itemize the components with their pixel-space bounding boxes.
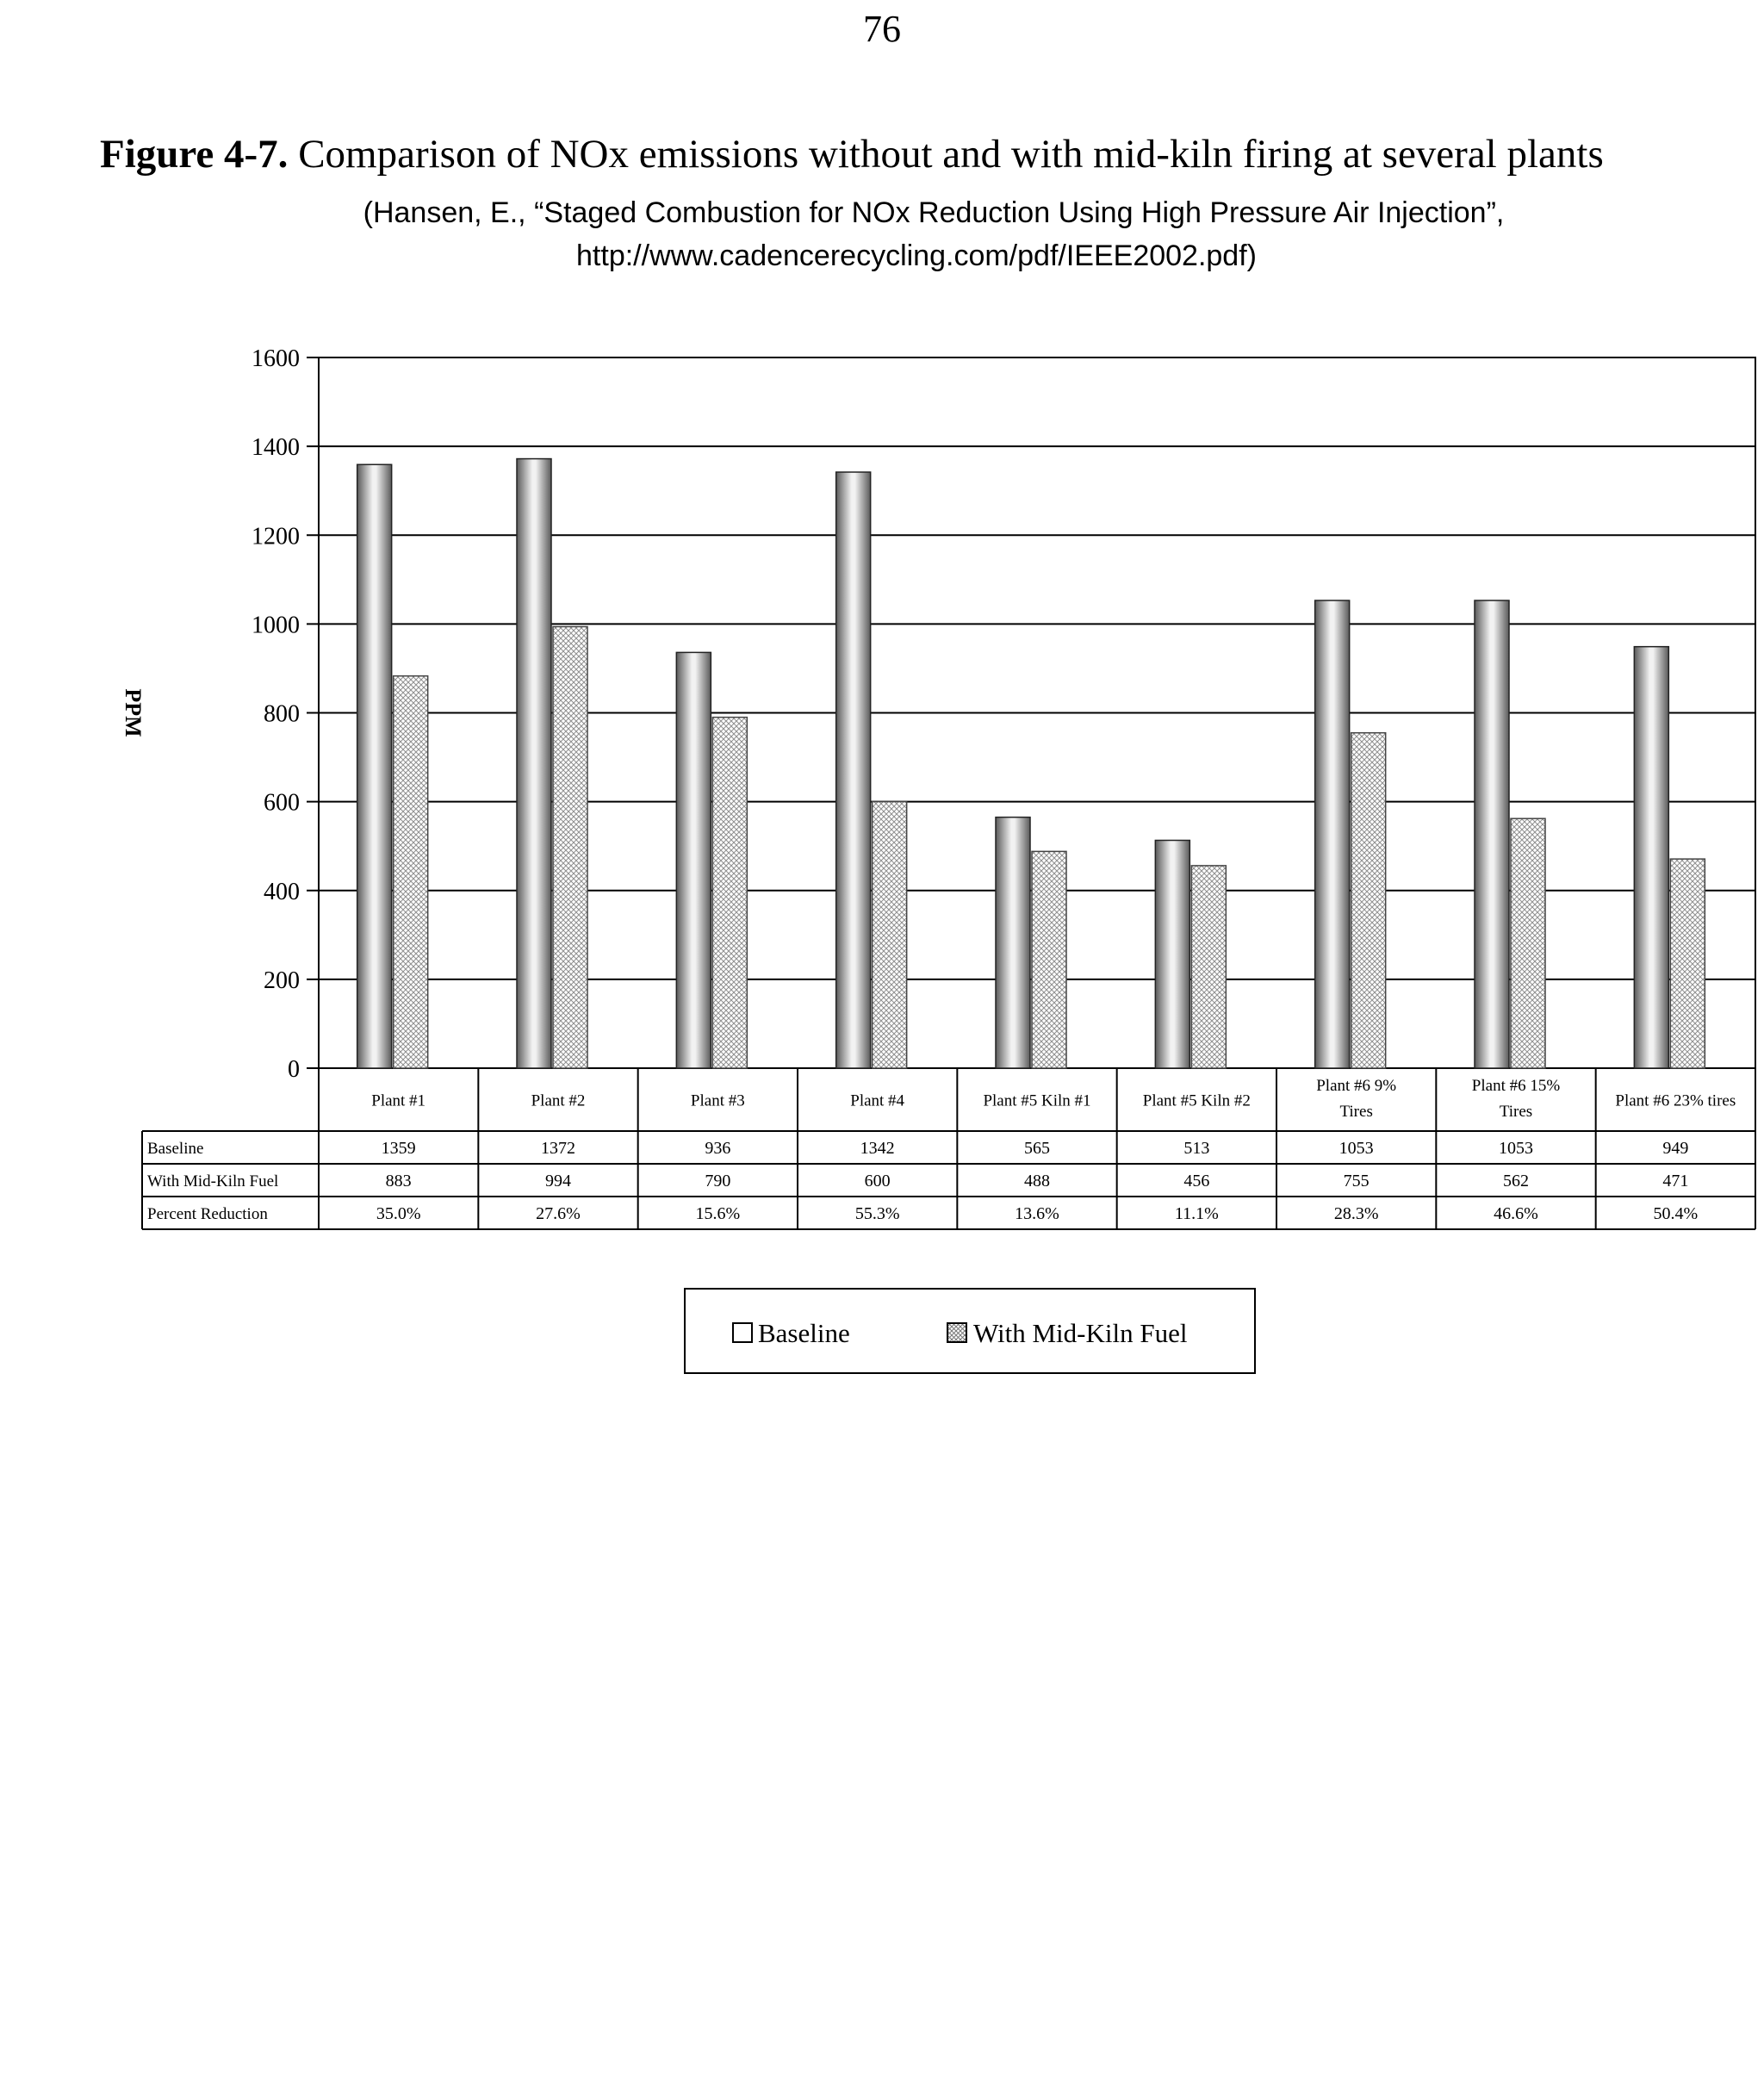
category-label: Plant #6 23% tires: [1615, 1091, 1736, 1110]
table-cell: 936: [705, 1139, 731, 1158]
y-tick-label: 1400: [252, 434, 300, 462]
category-label: Plant #3: [690, 1091, 745, 1110]
bar-baseline: [1315, 600, 1350, 1068]
category-label: Plant #6 9%: [1316, 1077, 1397, 1095]
table-cell: 456: [1183, 1172, 1210, 1190]
table-cell: 488: [1024, 1172, 1050, 1190]
table-cell: 883: [385, 1172, 412, 1190]
bar-mid-kiln: [1670, 859, 1705, 1068]
bar-baseline: [996, 817, 1030, 1068]
table-cell: 13.6%: [1015, 1204, 1059, 1223]
figure-source-line-1: (Hansen, E., “Staged Combustion for NOx Reduction Using High Pressure Air Injection”,: [363, 196, 1505, 229]
y-axis: [121, 345, 319, 1083]
table-cell: 471: [1662, 1172, 1689, 1190]
table-row-header: With Mid-Kiln Fuel: [147, 1172, 279, 1190]
bar-baseline: [836, 472, 871, 1068]
table-cell: 15.6%: [695, 1204, 741, 1223]
figure-source-line-2: http://www.cadencerecycling.com/pdf/IEEE2002.pdf): [576, 239, 1257, 272]
bar-baseline: [1634, 647, 1668, 1068]
table-cell: 50.4%: [1653, 1204, 1699, 1223]
table-cell: 28.3%: [1333, 1204, 1379, 1223]
bars: [357, 459, 1705, 1068]
y-tick-label: 0: [288, 1056, 300, 1083]
category-label: Tires: [1339, 1103, 1373, 1121]
bar-baseline: [676, 652, 711, 1068]
category-label: Plant #4: [850, 1091, 905, 1110]
table-cell: 1372: [541, 1139, 575, 1158]
bar-baseline: [1155, 840, 1189, 1068]
y-tick-label: 1200: [252, 523, 300, 550]
table-cell: 949: [1662, 1139, 1689, 1158]
bar-baseline: [517, 459, 551, 1068]
bar-mid-kiln: [873, 802, 907, 1068]
page-number: 76: [863, 8, 901, 50]
table-cell: 994: [545, 1172, 571, 1190]
table-cell: 562: [1503, 1172, 1529, 1190]
bar-mid-kiln: [712, 718, 747, 1068]
category-label: Plant #5 Kiln #2: [1142, 1091, 1251, 1110]
data-table: [142, 1068, 1755, 1229]
bar-baseline: [357, 464, 392, 1068]
y-tick-label: 400: [264, 878, 300, 905]
table-cell: 55.3%: [854, 1204, 900, 1223]
table-cell: 790: [705, 1172, 731, 1190]
legend-label-mid-kiln: With Mid-Kiln Fuel: [973, 1318, 1188, 1348]
legend-label-baseline: Baseline: [758, 1318, 850, 1348]
category-label: Tires: [1499, 1103, 1533, 1121]
legend-swatch-baseline: [733, 1323, 752, 1342]
bar-baseline: [1475, 600, 1509, 1068]
category-label: Plant #2: [531, 1091, 586, 1110]
table-cell: 565: [1024, 1139, 1050, 1158]
y-tick-label: 1000: [252, 612, 300, 639]
y-tick-label: 1600: [252, 345, 300, 372]
legend-swatch-mid-kiln: [947, 1323, 966, 1342]
category-label: Plant #6 15%: [1471, 1077, 1561, 1095]
bar-mid-kiln: [1511, 818, 1545, 1068]
y-axis-label: PPM: [121, 688, 146, 737]
table-cell: 755: [1343, 1172, 1370, 1190]
table-cell: 35.0%: [376, 1204, 421, 1223]
figure-label: Figure 4-7.: [100, 132, 289, 177]
legend: [685, 1289, 1255, 1373]
table-cell: 11.1%: [1174, 1204, 1219, 1223]
bar-mid-kiln: [1032, 851, 1066, 1068]
bar-mid-kiln: [394, 676, 428, 1068]
bar-mid-kiln: [1191, 866, 1226, 1068]
category-label: Plant #5 Kiln #1: [983, 1091, 1091, 1110]
table-row-header: Baseline: [147, 1140, 204, 1158]
table-cell: 1342: [860, 1139, 895, 1158]
y-tick-label: 200: [264, 967, 300, 994]
category-label: Plant #1: [371, 1091, 426, 1110]
table-cell: 27.6%: [536, 1204, 581, 1223]
table-row-header: Percent Reduction: [147, 1205, 268, 1223]
bar-mid-kiln: [553, 626, 587, 1068]
table-cell: 46.6%: [1494, 1204, 1538, 1223]
table-cell: 1053: [1339, 1139, 1374, 1158]
table-cell: 1053: [1499, 1139, 1533, 1158]
y-tick-label: 800: [264, 700, 300, 728]
table-cell: 513: [1183, 1139, 1210, 1158]
table-cell: 600: [864, 1172, 891, 1190]
bar-mid-kiln: [1351, 733, 1386, 1068]
y-tick-label: 600: [264, 789, 300, 817]
table-cell: 1359: [381, 1139, 416, 1158]
figure-title: Comparison of NOx emissions without and with mid-kiln firing at several plants: [298, 132, 1604, 177]
